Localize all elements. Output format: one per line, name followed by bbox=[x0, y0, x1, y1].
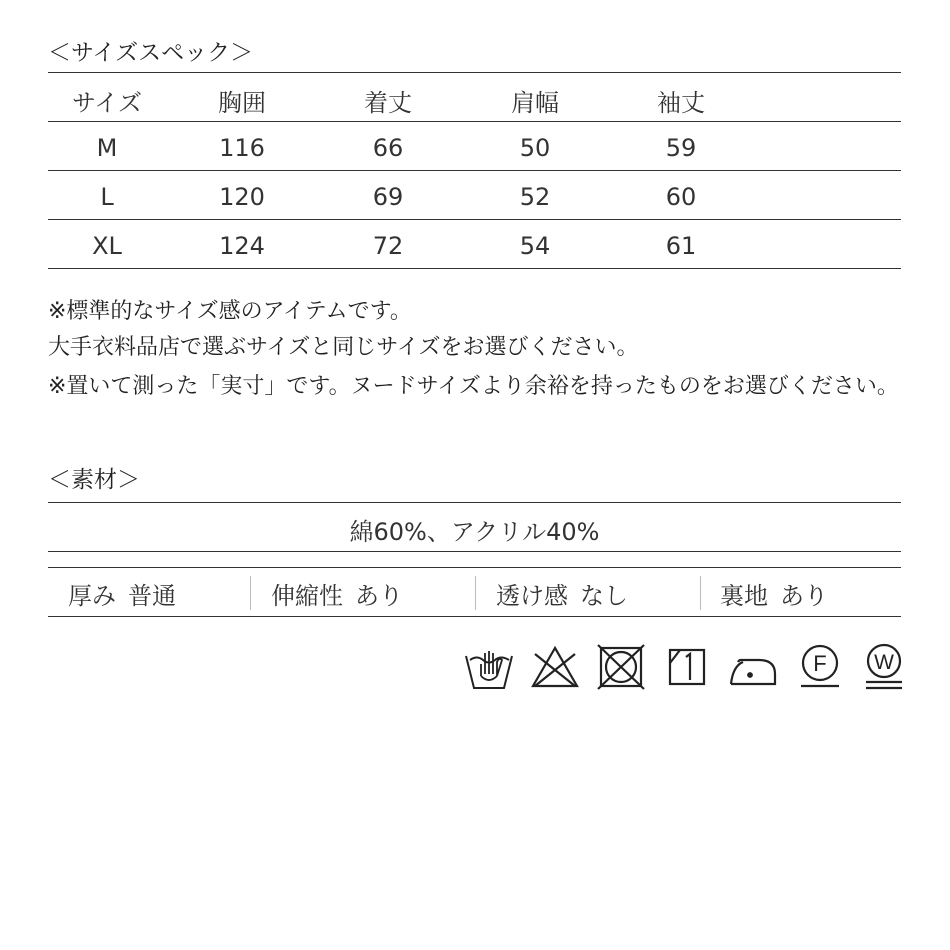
wet-clean-letter: W bbox=[874, 651, 894, 674]
property-value: 普通 bbox=[128, 582, 176, 610]
table-cell: 59 bbox=[665, 134, 697, 162]
property-separator bbox=[250, 576, 251, 610]
size-note: ※置いて測った「実寸」です。ヌードサイズより余裕を持ったものをお選びください。 bbox=[48, 374, 899, 399]
table-cell: 61 bbox=[665, 232, 697, 260]
size-note: 大手衣料品店で選ぶサイズと同じサイズをお選びください。 bbox=[48, 335, 639, 360]
table-cell: M bbox=[96, 134, 118, 162]
property-sheerness bbox=[496, 576, 628, 611]
column-header-sleeve: 袖丈 bbox=[657, 89, 705, 117]
property-separator bbox=[475, 576, 476, 610]
material-composition: 綿60%、アクリル40% bbox=[349, 518, 600, 546]
property-separator bbox=[700, 576, 701, 610]
size-spec-heading: ＜サイズスペック＞ bbox=[48, 40, 254, 66]
material-divider bbox=[48, 616, 901, 617]
table-divider bbox=[48, 72, 901, 73]
table-cell: 52 bbox=[519, 183, 551, 211]
table-cell: XL bbox=[92, 232, 122, 260]
table-cell: 54 bbox=[519, 232, 551, 260]
material-divider bbox=[48, 567, 901, 568]
property-value: なし bbox=[580, 582, 628, 610]
column-header-chest: 胸囲 bbox=[218, 89, 266, 117]
dry-clean-f-icon bbox=[795, 642, 845, 692]
property-value: あり bbox=[780, 582, 828, 610]
table-cell: 124 bbox=[219, 232, 265, 260]
table-cell: L bbox=[100, 183, 114, 211]
table-cell: 60 bbox=[665, 183, 697, 211]
no-tumble-dry-icon bbox=[596, 642, 646, 692]
table-cell: 66 bbox=[372, 134, 404, 162]
iron-low-icon bbox=[729, 642, 779, 692]
table-divider bbox=[48, 121, 901, 122]
property-value: あり bbox=[355, 582, 403, 610]
material-divider bbox=[48, 502, 901, 503]
property-label: 透け感 bbox=[496, 582, 568, 610]
table-cell: 50 bbox=[519, 134, 551, 162]
table-cell: 69 bbox=[372, 183, 404, 211]
column-header-shoulder: 肩幅 bbox=[511, 89, 559, 117]
column-header-length: 着丈 bbox=[364, 89, 412, 117]
table-cell: 72 bbox=[372, 232, 404, 260]
dry-clean-letter: F bbox=[813, 651, 827, 676]
size-note: ※標準的なサイズ感のアイテムです。 bbox=[48, 299, 412, 324]
no-bleach-icon bbox=[530, 642, 580, 692]
table-cell: 120 bbox=[219, 183, 265, 211]
table-divider bbox=[48, 219, 901, 220]
property-stretch bbox=[271, 576, 403, 611]
property-lining bbox=[720, 576, 828, 611]
property-label: 裏地 bbox=[720, 582, 768, 610]
property-thickness bbox=[68, 576, 176, 611]
line-dry-shade-icon bbox=[662, 642, 712, 692]
table-cell: 116 bbox=[219, 134, 265, 162]
property-label: 厚み bbox=[68, 582, 116, 610]
material-heading: ＜素材＞ bbox=[48, 467, 140, 493]
wet-clean-w-icon bbox=[859, 642, 909, 692]
table-divider bbox=[48, 170, 901, 171]
material-divider bbox=[48, 551, 901, 552]
column-header-size: サイズ bbox=[71, 89, 143, 117]
table-divider bbox=[48, 268, 901, 269]
property-label: 伸縮性 bbox=[271, 582, 343, 610]
hand-wash-icon bbox=[464, 642, 514, 692]
